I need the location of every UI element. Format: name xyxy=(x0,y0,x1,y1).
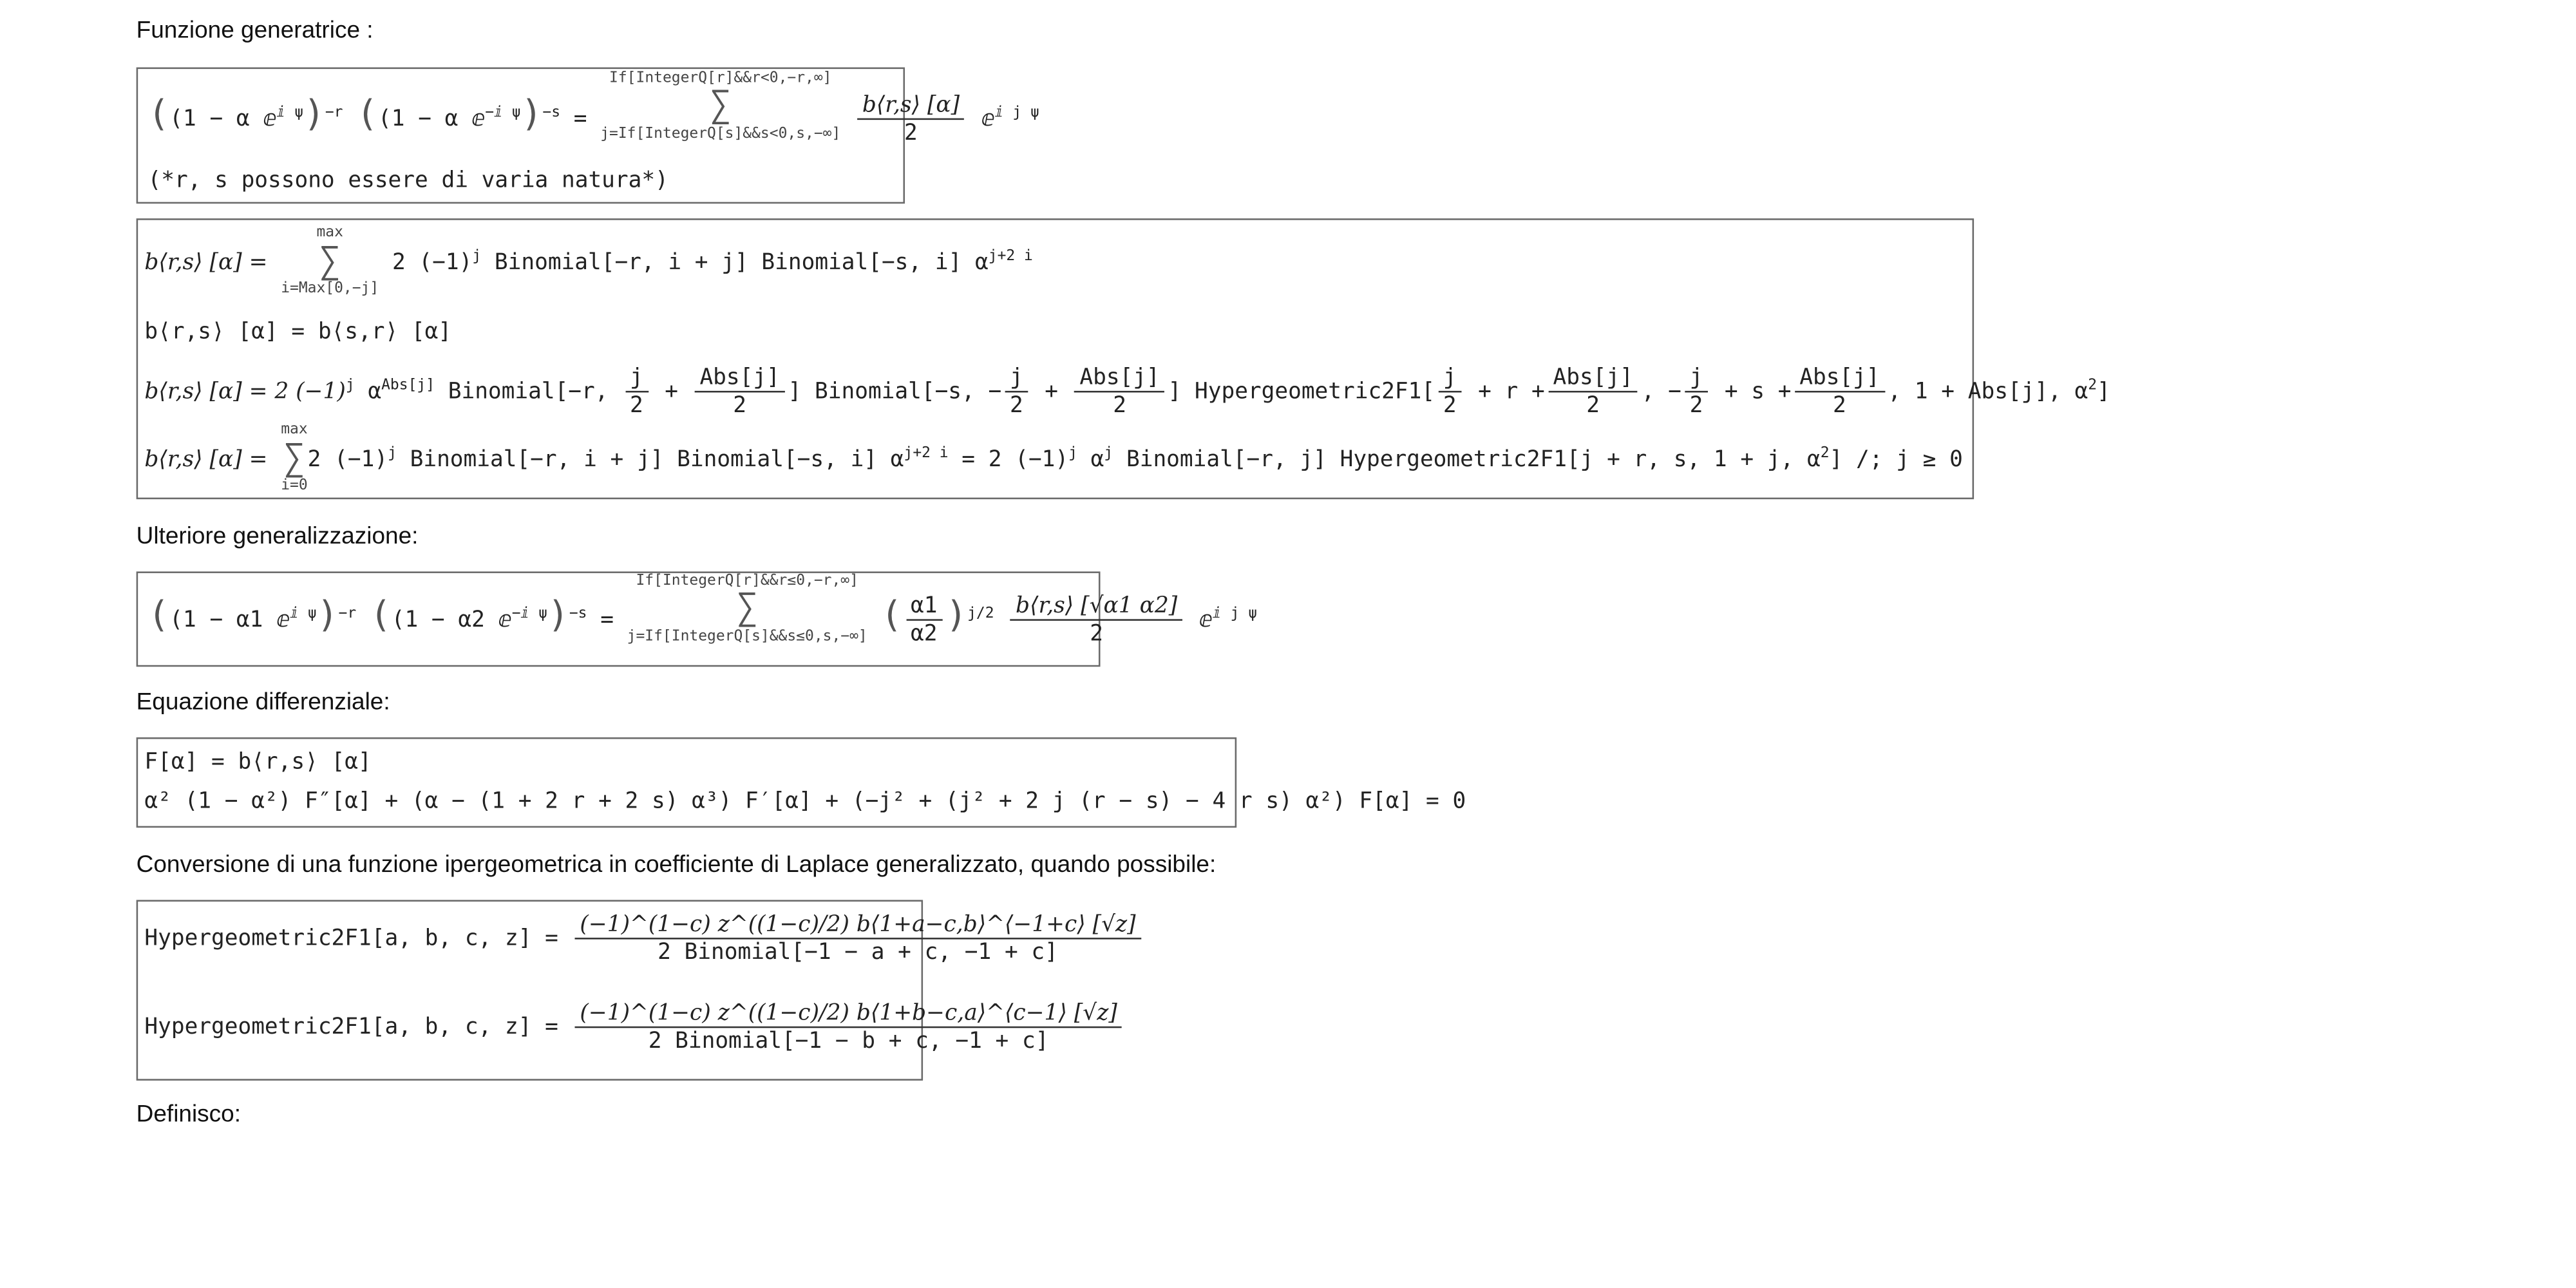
coef-symmetry: b⟨r,s⟩ [α] = b⟨s,r⟩ [α] xyxy=(144,318,452,345)
section-label-diffeq: Equazione differenziale: xyxy=(136,690,390,716)
coef-sum-definition: b⟨r,s⟩ [α] = max ∑ i=Max[0,−j] 2 $(-1)^j$ Binomial[−r, i + j] Binomial[−s, i] $\alpha^{j+2 i}$ xyxy=(144,225,1033,298)
section-label-conversion: Conversione di una funzione ipergeometrica in coefficiente di Laplace generalizzato, quando possibile: xyxy=(136,852,1217,879)
generating-equation: ((1 − α ⅇ$^{ⅈ \psi}$)$^{-r}$ ((1 − α ⅇ$^{-ⅈ \psi}$)$^{-s}$ = If[IntegerQ[r]&&r<0,−r,∞] ∑ j=If[IntegerQ[s]&&s<0,s,−∞] $\frac{b⟨r,s⟩ [\alpha]}{2}$ ⅇ$^{ⅈ j \psi}$ xyxy=(147,70,1039,146)
cell-generalization[interactable] xyxy=(137,571,1258,667)
conversion-formula-2: Hypergeometric2F1[a, b, c, z] = $\frac{(-1)\^{}(1-c) z\^{}((1-c)/2) b⟨1+b-c,a⟩\^{}⟨c-1⟩ [√z]}{\text{2 Binomial[−1 − b + c, −1 + c]}}$ xyxy=(144,1000,1125,1054)
section-label-further: Ulteriore generalizzazione: xyxy=(136,524,419,551)
comment-text: (*r, s possono essere di varia natura*) xyxy=(147,167,668,194)
cell-coefficient-definitions[interactable] xyxy=(137,218,2110,499)
cell-generating-function[interactable] xyxy=(137,68,1039,204)
generalized-equation: ((1 − α1 ⅇ$^{ⅈ \psi}$)$^{-r}$ ((1 − α2 ⅇ$^{-ⅈ \psi}$)$^{-s}$ = If[IntegerQ[r]&&r≤0,−r,∞] ∑ j=If[IntegerQ[s]&&s≤0,s,−∞] ( $\frac{\alpha 1}{\alpha 2}$ )$^{j/2}$ $\frac{b⟨r,s⟩ [√\alpha 1 \alpha 2]}{2}$ ⅇ$^{ⅈ j \psi}$ xyxy=(147,572,1258,647)
cell-differential-equation[interactable] xyxy=(137,737,1466,828)
cell-conversion[interactable] xyxy=(137,900,1136,1081)
ode-line: α² (1 − α²) F″[α] + (α − (1 + 2 r + 2 s) α³) F′[α] + (−j² + (j² + 2 j (r − s) − 4 r s) α²) F[α] = 0 xyxy=(144,788,1466,815)
section-label-define: Definisco: xyxy=(136,1102,242,1128)
coef-hypergeometric-form: b⟨r,s⟩ [α] = 2 $(-1)^j$ $\alpha^{Abs[j]}$ Binomial[−r, $\frac{j}{2}$ + $\frac{\text{Abs[j]}}{2}$ ] Binomial[−s, − $\frac{j}{2}$ + $\frac{\text{Abs[j]}}{2}$ ] Hypergeometric2F1[ $\frac{j}{2}$ + r + $\frac{\text{Abs[j]}}{2}$ , − $\frac{j}{2}$ + s + $\frac{\text{Abs[j]}}{2}$ , 1 + Abs[j], $\alpha^2$] xyxy=(144,365,2110,419)
function-definition: F[α] = b⟨r,s⟩ [α] xyxy=(144,748,372,775)
section-label-generating: Funzione generatrice : xyxy=(136,18,374,44)
coef-sum-identity: b⟨r,s⟩ [α] = max ∑ i=0 2 $(-1)^j$ Binomial[−r, i + j] Binomial[−s, i] $\alpha^{j+2 i} = 2$ $(-1)^j$ $\alpha^j$ Binomial[−r, j] Hypergeometric2F1[j + r, s, 1 + j, $\alpha^2$] /; j ≥ 0 xyxy=(144,422,1963,495)
conversion-formula-1: Hypergeometric2F1[a, b, c, z] = $\frac{(-1)\^{}(1-c) z\^{}((1-c)/2) b⟨1+a-c,b⟩\^{}⟨-1+c⟩ [√z]}{\text{2 Binomial[−1 − a + c, −1 + c]}}$ xyxy=(144,911,1144,965)
